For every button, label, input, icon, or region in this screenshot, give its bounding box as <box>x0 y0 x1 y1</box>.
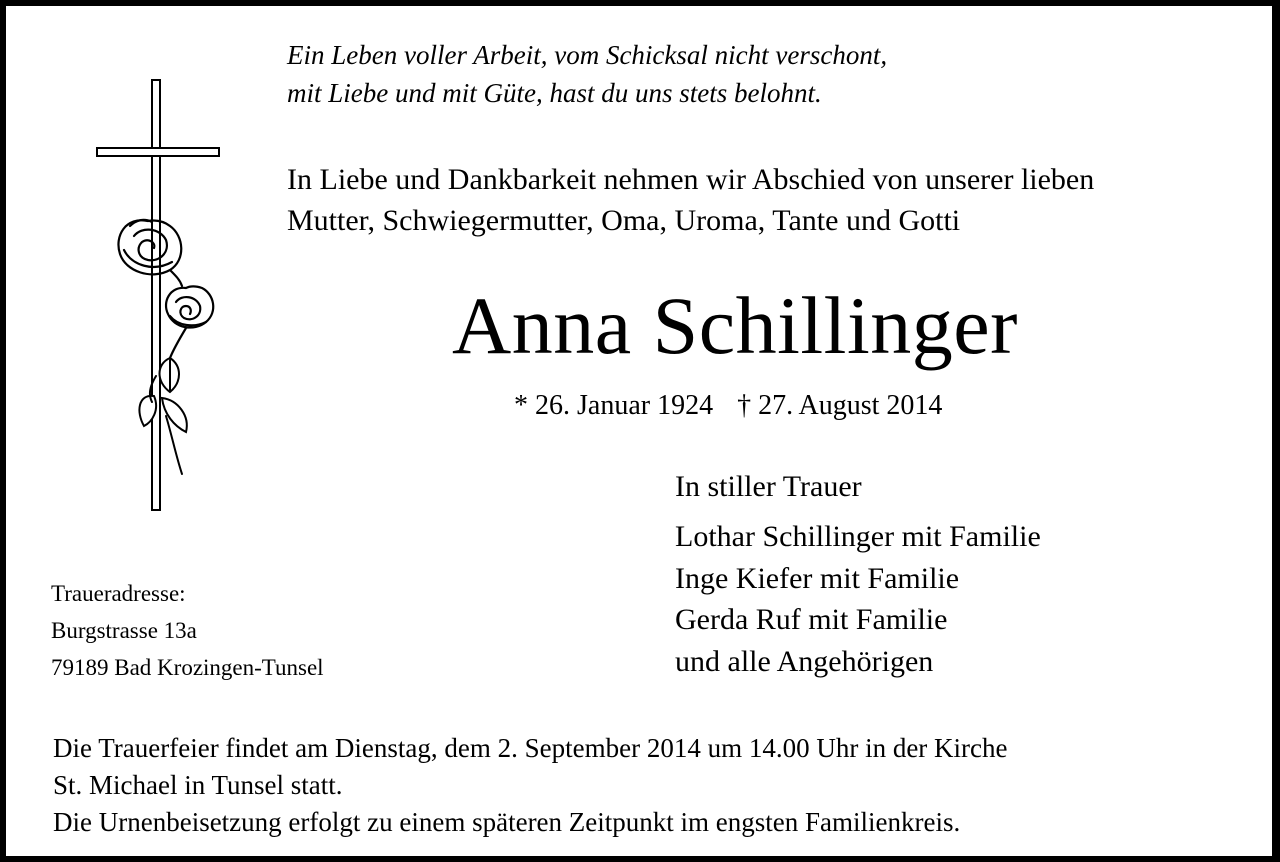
verse-line: Ein Leben voller Arbeit, vom Schicksal nicht verschont, <box>287 40 888 70</box>
mourner-entry: Lothar Schillinger mit Familie <box>675 520 1041 553</box>
mourning-address <box>51 575 324 686</box>
death-date: † 27. August 2014 <box>737 390 943 421</box>
deceased-name: Anna Schillinger <box>452 280 1018 371</box>
life-dates <box>514 389 942 423</box>
intro-line: In Liebe und Dankbarkeit nehmen wir Abschied von unserer lieben <box>287 163 1095 196</box>
address-city: 79189 Bad Krozingen-Tunsel <box>51 655 324 680</box>
birth-date: * 26. Januar 1924 <box>514 390 714 421</box>
verse <box>287 36 887 112</box>
cross-with-roses-icon <box>86 76 236 516</box>
service-line: Die Trauerfeier findet am Dienstag, dem 2. September 2014 um 14.00 Uhr in der Kirche <box>53 733 1008 763</box>
address-street: Burgstrasse 13a <box>51 618 197 643</box>
service-info <box>53 730 1008 841</box>
intro-line: Mutter, Schwiegermutter, Oma, Uroma, Tante und Gotti <box>287 204 961 237</box>
mourners-list <box>675 516 1041 682</box>
verse-line: mit Liebe und mit Güte, hast du uns stets belohnt. <box>287 78 822 108</box>
farewell-intro <box>287 159 1094 241</box>
mourner-entry: und alle Angehörigen <box>675 644 934 678</box>
service-line: Die Urnenbeisetzung erfolgt zu einem späteren Zeitpunkt im engsten Familienkreis. <box>53 807 961 837</box>
mourner-entry: Inge Kiefer mit Familie <box>675 561 960 595</box>
service-line: St. Michael in Tunsel statt. <box>53 770 343 800</box>
address-label: Traueradresse: <box>51 581 186 606</box>
mourners-heading: In stiller Trauer <box>675 470 862 503</box>
mourner-entry: Gerda Ruf mit Familie <box>675 603 948 636</box>
